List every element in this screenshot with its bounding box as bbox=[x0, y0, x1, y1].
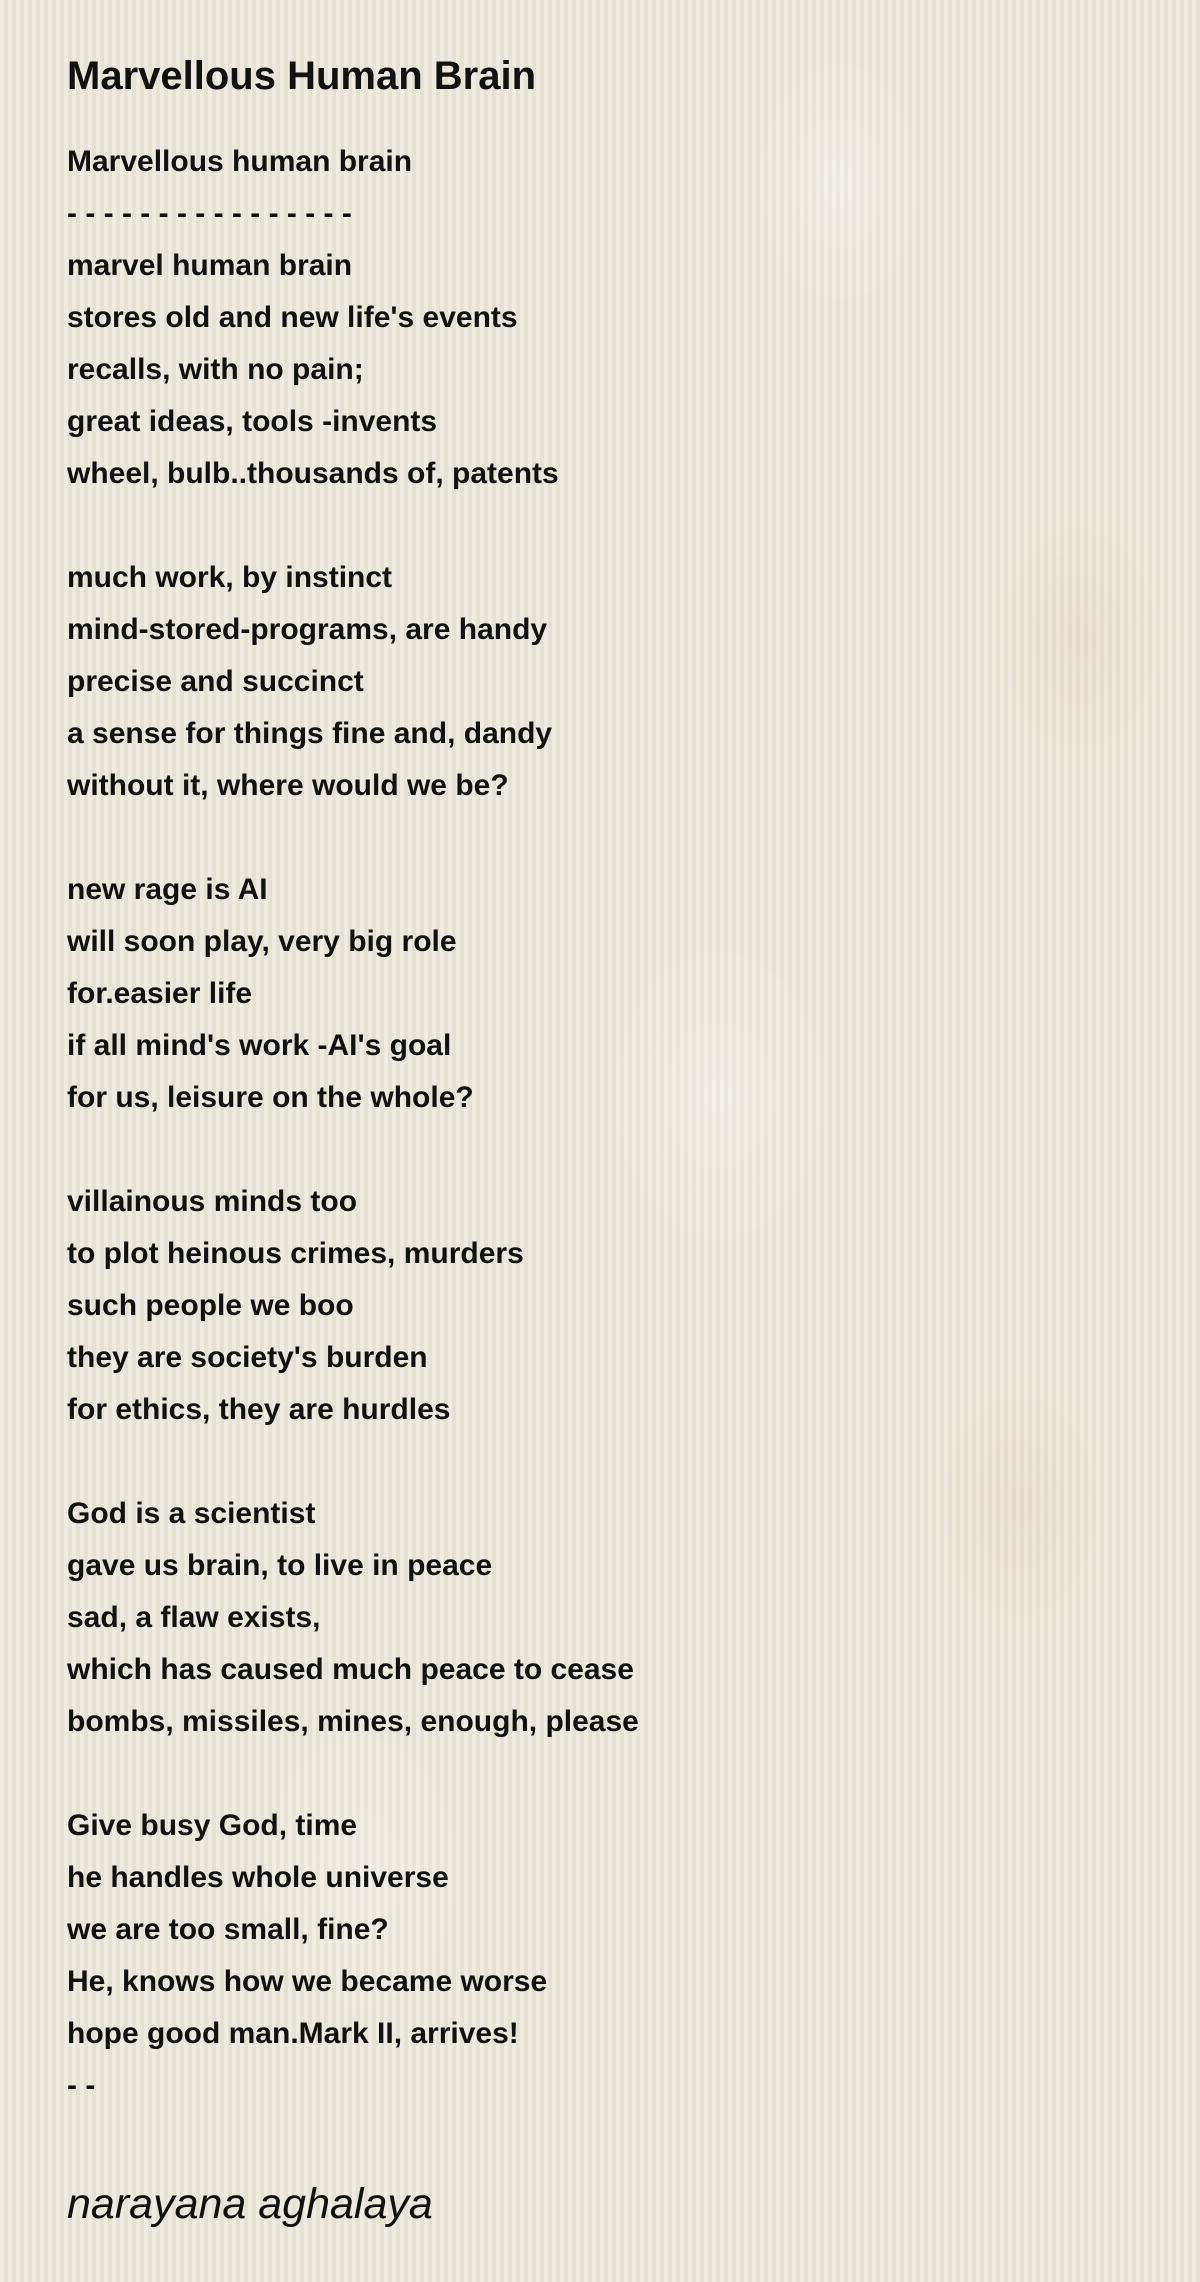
stanza-break bbox=[67, 1124, 1147, 1176]
poem-line: precise and succinct bbox=[67, 665, 364, 698]
poem-line: to plot heinous crimes, murders bbox=[67, 1237, 524, 1270]
poem-line: hope good man.Mark II, arrives! bbox=[67, 2017, 519, 2050]
stanza-break bbox=[67, 1436, 1147, 1488]
poem-line: we are too small, fine? bbox=[67, 1913, 389, 1946]
poem-line: recalls, with no pain; bbox=[67, 353, 364, 386]
poem-line: Give busy God, time bbox=[67, 1809, 358, 1842]
poem-line: Marvellous human brain bbox=[67, 145, 413, 178]
poem-page bbox=[67, 40, 1147, 2236]
poem-line: much work, by instinct bbox=[67, 561, 393, 594]
poem-line: bombs, missiles, mines, enough, please bbox=[67, 1705, 639, 1738]
poem-line: stores old and new life's events bbox=[67, 301, 518, 334]
poem-line: without it, where would we be? bbox=[67, 769, 509, 802]
poem-line: new rage is AI bbox=[67, 873, 268, 906]
poem-line: gave us brain, to live in peace bbox=[67, 1549, 493, 1582]
poem-line: they are society's burden bbox=[67, 1341, 428, 1374]
poem-line: for.easier life bbox=[67, 977, 253, 1010]
poem-body bbox=[67, 136, 1147, 2112]
poem-line: - - bbox=[67, 2069, 96, 2102]
poem-line: villainous minds too bbox=[67, 1185, 358, 1218]
poem-line: which has caused much peace to cease bbox=[67, 1653, 634, 1686]
poem-title: Marvellous Human Brain bbox=[67, 54, 537, 98]
poem-line: for us, leisure on the whole? bbox=[67, 1081, 474, 1114]
poem-line: a sense for things fine and, dandy bbox=[67, 717, 553, 750]
poem-author: narayana aghalaya bbox=[67, 2180, 433, 2228]
poem-line: mind-stored-programs, are handy bbox=[67, 613, 548, 646]
stanza-break bbox=[67, 500, 1147, 552]
poem-line: he handles whole universe bbox=[67, 1861, 449, 1894]
poem-line: will soon play, very big role bbox=[67, 925, 457, 958]
poem-line: if all mind's work -AI's goal bbox=[67, 1029, 452, 1062]
poem-line: wheel, bulb..thousands of, patents bbox=[67, 457, 559, 490]
stanza-break bbox=[67, 812, 1147, 864]
stanza-break bbox=[67, 1748, 1147, 1800]
poem-line: - - - - - - - - - - - - - - - - bbox=[67, 197, 352, 230]
poem-line: God is a scientist bbox=[67, 1497, 316, 1530]
poem-line: marvel human brain bbox=[67, 249, 353, 282]
poem-line: such people we boo bbox=[67, 1289, 354, 1322]
poem-line: He, knows how we became worse bbox=[67, 1965, 548, 1998]
poem-line: for ethics, they are hurdles bbox=[67, 1393, 451, 1426]
poem-line: sad, a flaw exists, bbox=[67, 1601, 321, 1634]
poem-line: great ideas, tools -invents bbox=[67, 405, 438, 438]
